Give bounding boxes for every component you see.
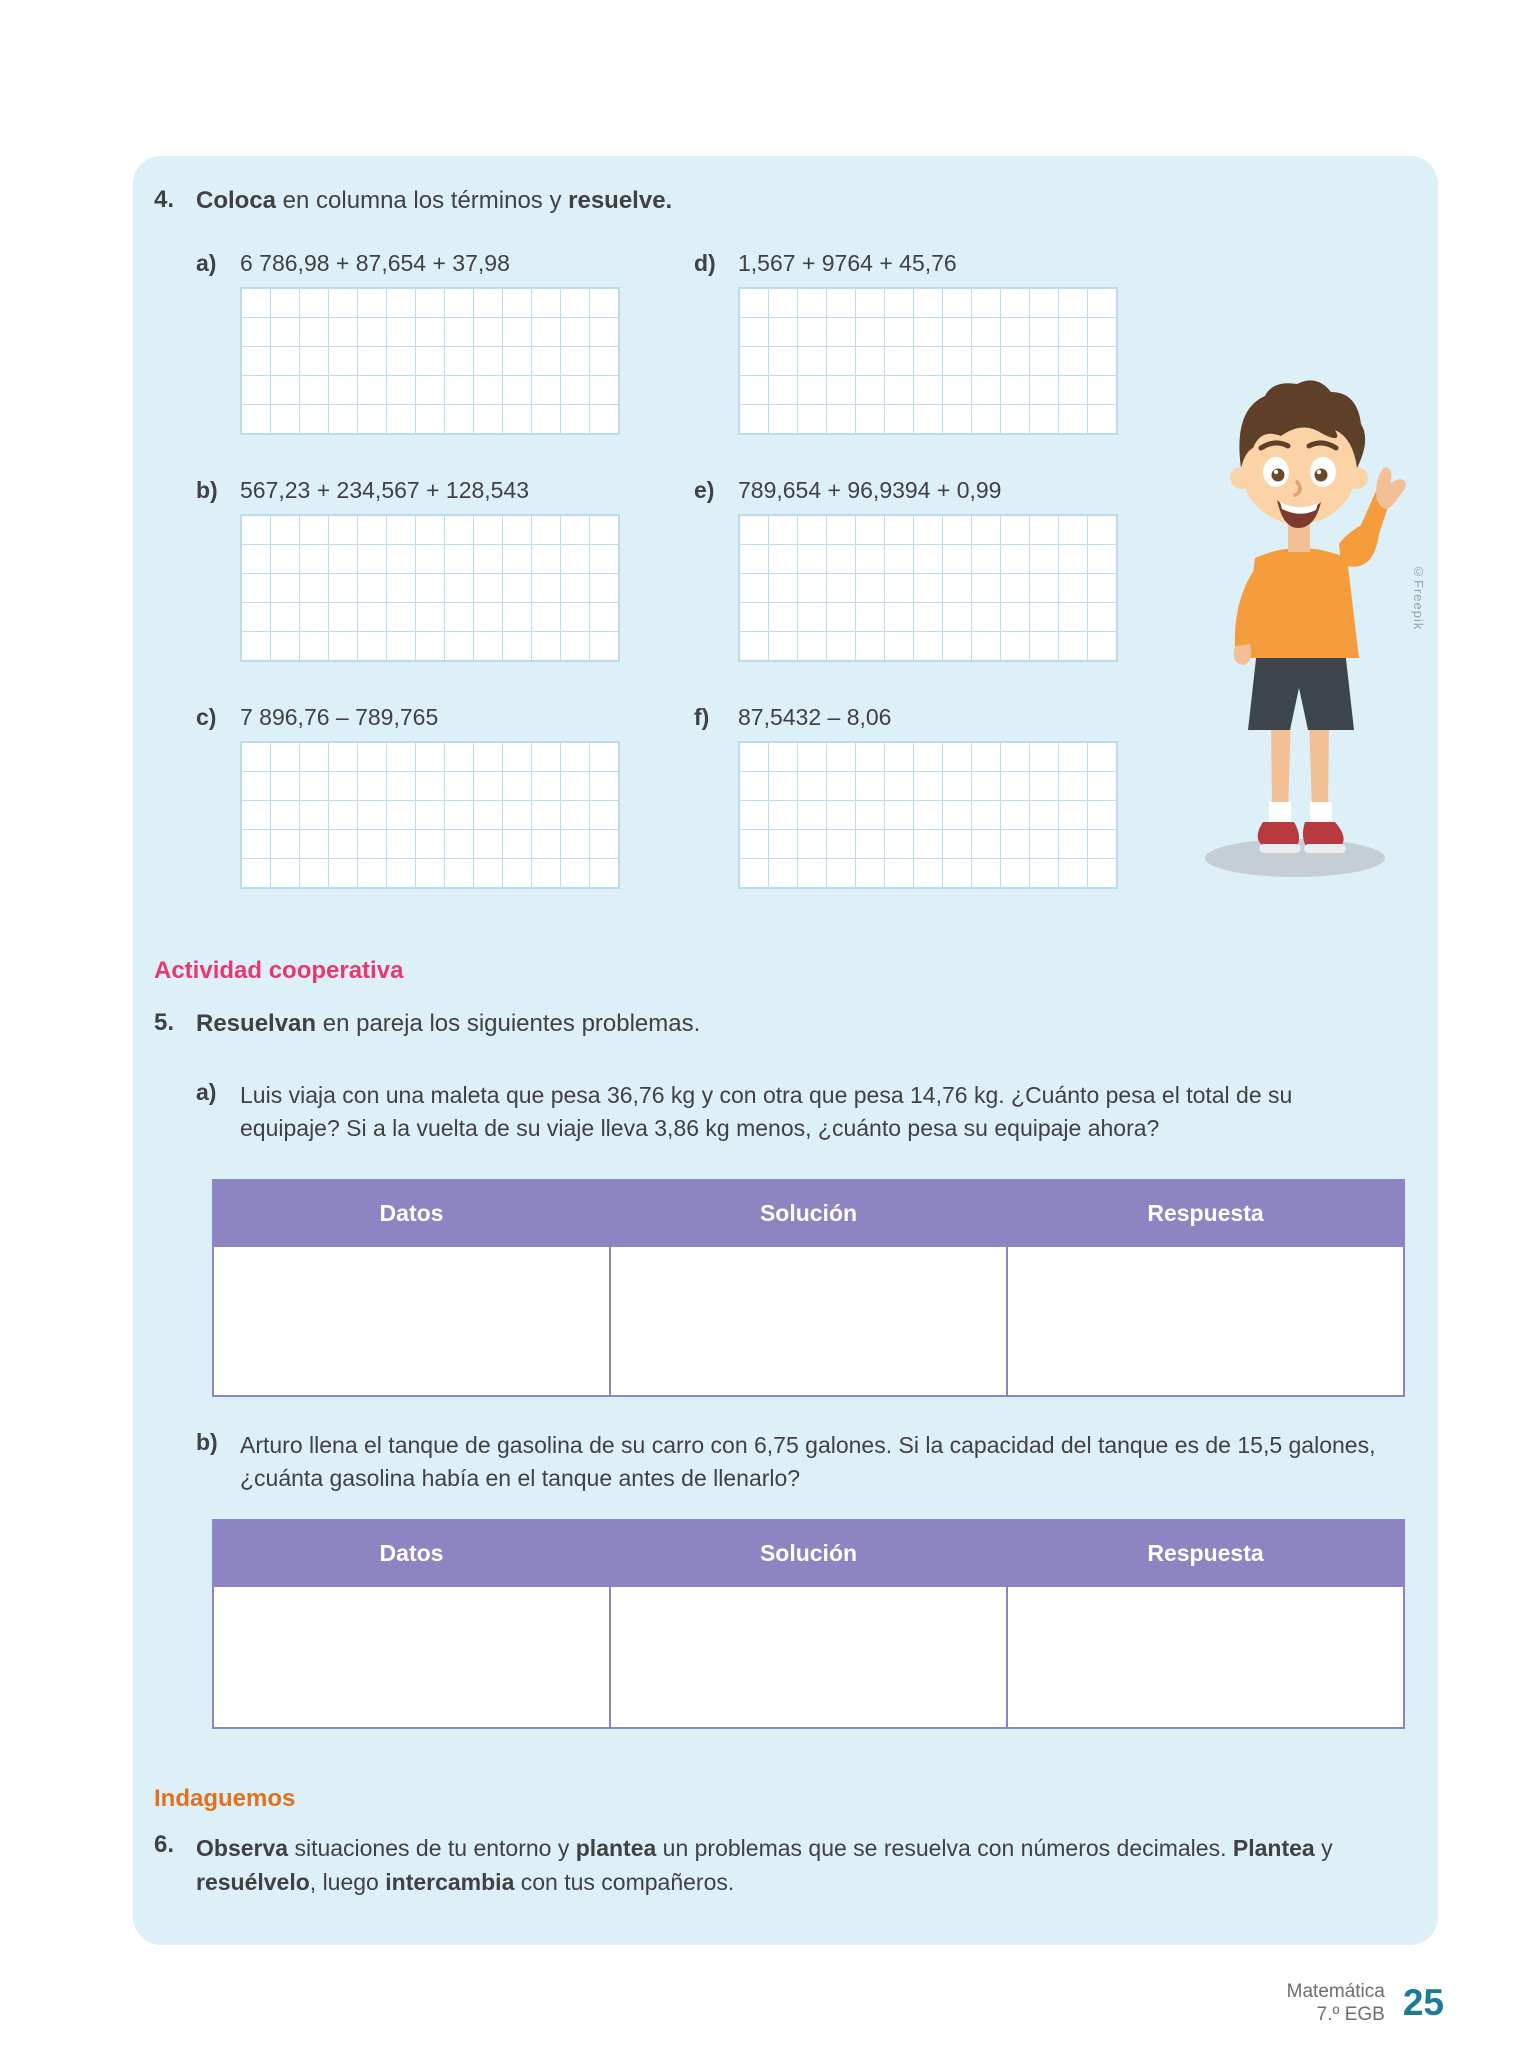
answer-grid-d <box>738 287 1118 435</box>
item-6-bold-plantea-2: Plantea <box>1232 1835 1315 1861</box>
table-a-header-solucion: Solución <box>610 1180 1007 1246</box>
page-footer <box>1287 1980 1444 2026</box>
exercise-c <box>196 704 694 889</box>
item-6-bold-observa: Observa <box>196 1835 289 1861</box>
problem-b <box>196 1429 1386 1495</box>
item-4-number: 4. <box>154 186 175 213</box>
item-6-bold-plantea-1: plantea <box>575 1835 657 1861</box>
answer-table-a <box>212 1179 1405 1397</box>
item-4-title-bold-1: Coloca <box>196 187 277 214</box>
boy-pointing-illustration <box>1185 326 1409 886</box>
answer-grid-f <box>738 741 1118 889</box>
exercise-c-expression: 7 896,76 – 789,765 <box>240 704 439 730</box>
exercise-a-expression: 6 786,98 + 87,654 + 37,98 <box>240 250 510 276</box>
table-b-header-solucion: Solución <box>610 1520 1007 1586</box>
item-4-title-bold-2: resuelve. <box>568 187 673 214</box>
exercise-a <box>196 250 694 435</box>
table-b-cell-solucion <box>610 1586 1007 1728</box>
cooperative-activity-heading: Actividad cooperativa <box>154 957 404 984</box>
exercise-f-label: f) <box>694 704 710 730</box>
page-number: 25 <box>1402 1982 1444 2023</box>
exercise-e-label: e) <box>694 477 715 503</box>
item-6-seg-1: situaciones de tu entorno y <box>288 1835 576 1861</box>
freepik-credit: ©Freepik <box>1411 564 1426 631</box>
item-6-seg-5: con tus compañeros. <box>514 1869 735 1895</box>
table-a-cell-respuesta <box>1007 1246 1404 1396</box>
item-4-title <box>196 186 672 216</box>
problem-b-label: b) <box>196 1429 218 1455</box>
item-6-seg-4: , luego <box>309 1869 386 1895</box>
item-6-number: 6. <box>154 1831 175 1858</box>
table-a-header-datos: Datos <box>213 1180 610 1246</box>
footer-subject: Matemática <box>1286 1981 1385 2002</box>
table-b-cell-datos <box>213 1586 610 1728</box>
item-6 <box>154 1831 1438 1899</box>
item-4-title-mid: en columna los términos y <box>276 187 569 214</box>
exercise-e-expression: 789,654 + 96,9394 + 0,99 <box>738 477 1002 503</box>
problem-b-text: Arturo llena el tanque de gasolina de su carro con 6,75 galones. Si la capacidad del tanque es de 15,5 galones, ¿cuánta gasolina había en el tanque antes de llenarlo? <box>240 1432 1376 1491</box>
item-5-number: 5. <box>154 1009 175 1036</box>
item-6-seg-3: y <box>1314 1835 1333 1861</box>
answer-grid-a <box>240 287 620 435</box>
item-6-bold-intercambia: intercambia <box>385 1869 515 1895</box>
worksheet-panel <box>133 156 1438 1945</box>
table-a-cell-datos <box>213 1246 610 1396</box>
answer-grid-b <box>240 514 620 662</box>
footer-subject-block <box>1287 1980 1385 2026</box>
table-a-header-respuesta: Respuesta <box>1007 1180 1404 1246</box>
problem-a <box>196 1079 1386 1145</box>
exercise-d-expression: 1,567 + 9764 + 45,76 <box>738 250 957 276</box>
table-a-cell-solucion <box>610 1246 1007 1396</box>
exercise-b-label: b) <box>196 477 218 503</box>
table-b-header-datos: Datos <box>213 1520 610 1586</box>
item-5 <box>154 1009 1438 1039</box>
answer-grid-e <box>738 514 1118 662</box>
exercise-b <box>196 477 694 662</box>
item-5-title-rest: en pareja los siguientes problemas. <box>316 1010 701 1037</box>
answer-table-b <box>212 1519 1405 1729</box>
item-4 <box>154 186 1438 216</box>
answer-grid-c <box>240 741 620 889</box>
item-6-bold-resuelvelo: resuélvelo <box>196 1869 310 1895</box>
item-5-title-bold: Resuelvan <box>196 1010 317 1037</box>
exercise-c-label: c) <box>196 704 217 730</box>
item-6-text <box>196 1831 1386 1899</box>
item-6-seg-2: un problemas que se resuelva con números decimales. <box>656 1835 1233 1861</box>
exercise-d-label: d) <box>694 250 716 276</box>
exercise-b-expression: 567,23 + 234,567 + 128,543 <box>240 477 530 503</box>
item-5-title <box>196 1009 700 1039</box>
footer-grade: 7.º EGB <box>1316 2004 1385 2025</box>
problem-a-label: a) <box>196 1079 217 1105</box>
problem-a-text: Luis viaja con una maleta que pesa 36,76 kg y con otra que pesa 14,76 kg. ¿Cuánto pesa el total de su equipaje? Si a la vuelta de su viaje lleva 3,86 kg menos, ¿cuánto pesa su equipaje ahora? <box>240 1082 1293 1141</box>
exercise-a-label: a) <box>196 250 217 276</box>
indaguemos-heading: Indaguemos <box>154 1785 296 1812</box>
exercise-f-expression: 87,5432 – 8,06 <box>738 704 892 730</box>
table-b-cell-respuesta <box>1007 1586 1404 1728</box>
table-b-header-respuesta: Respuesta <box>1007 1520 1404 1586</box>
